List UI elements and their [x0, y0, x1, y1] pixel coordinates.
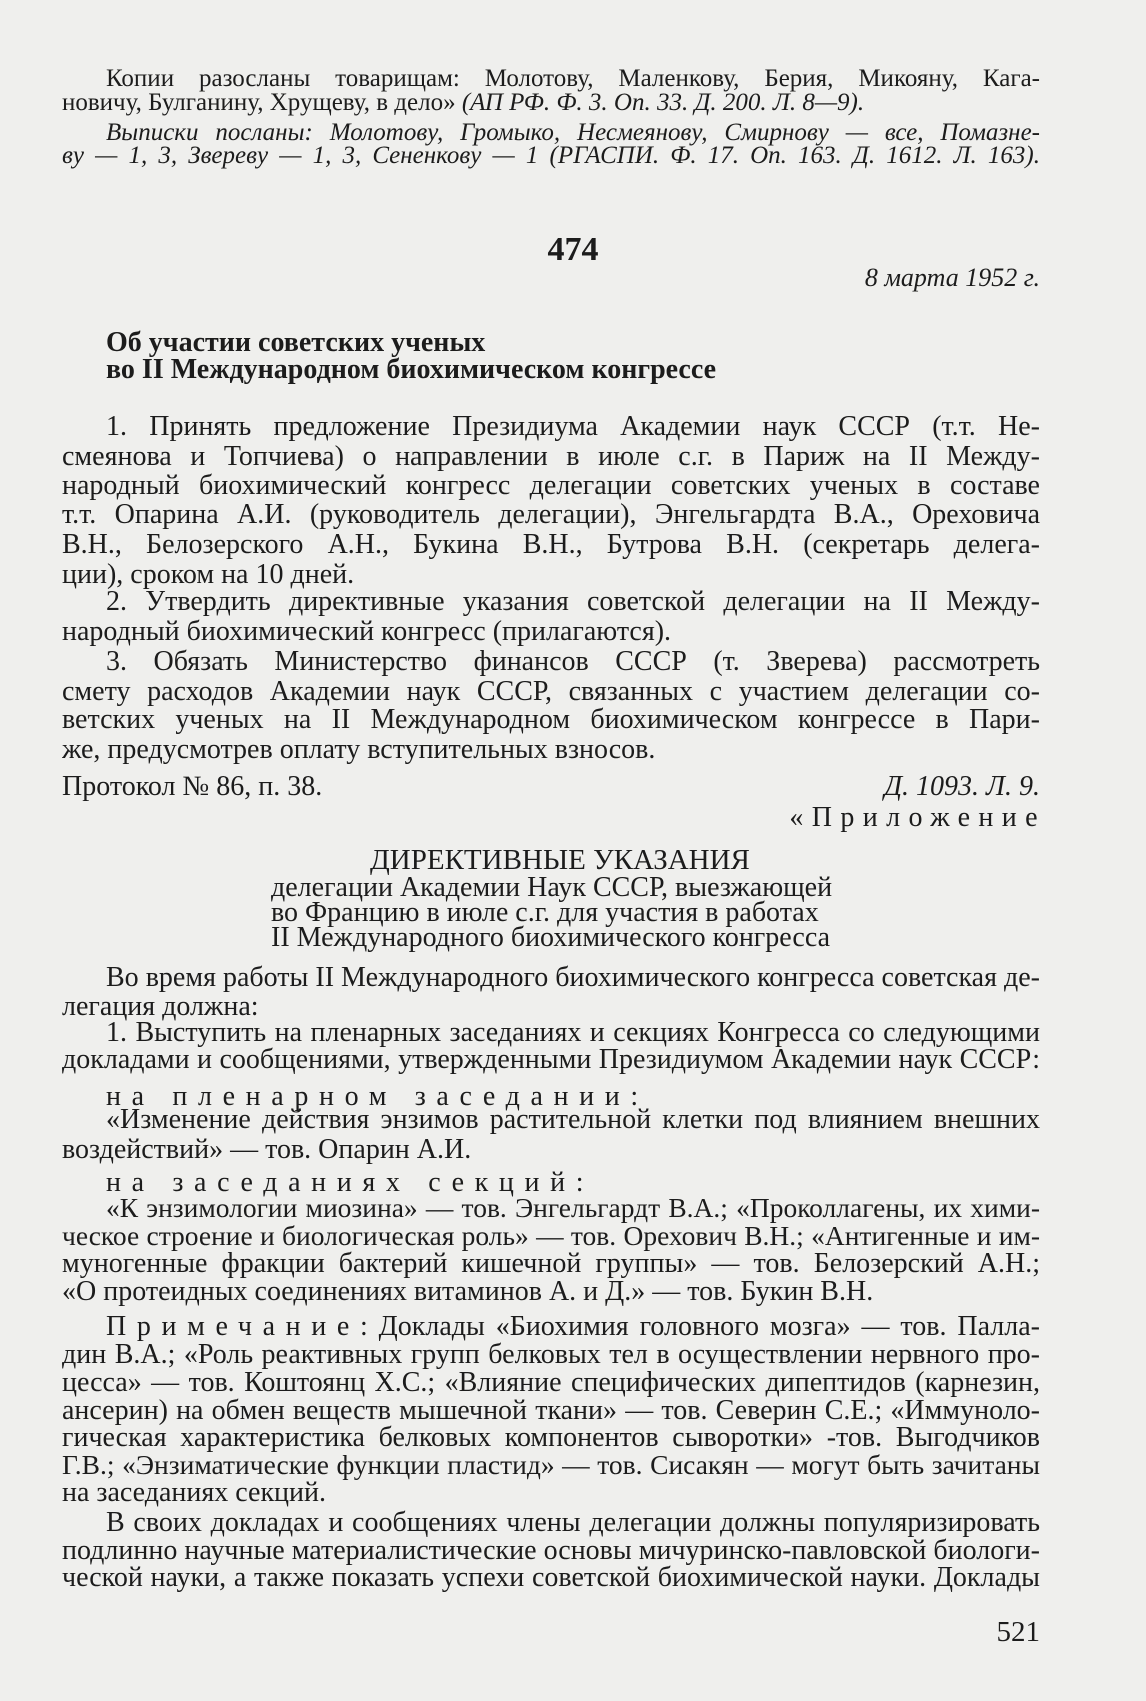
directive-line: докладами и сообщениями, утвержденными Президиумом Академии наук СССР:: [62, 1044, 1040, 1075]
directive-line: ческое строение и биологическая роль» — тов. Орехович В.Н.; «Антигенные и им-: [62, 1220, 1040, 1251]
directive-line: на пленарном заседании:: [106, 1081, 649, 1112]
extracts-line-2: ву — 1, 3, Звереву — 1, 3, Сененкову — 1 (РГАСПИ. Ф. 17. Оп. 163. Д. 1612. Л. 163).: [62, 142, 1040, 169]
directive-line: муногенные фракции бактерий кишечной группы» — тов. Белозерский А.Н.;: [62, 1248, 1040, 1279]
resolution-line: ции), сроком на 10 дней.: [62, 559, 355, 590]
note-line: [106, 1310, 1040, 1344]
directive-line: легация должна:: [62, 991, 259, 1022]
extracts-line-1: Выписки посланы: Молотову, Громыко, Несмеянову, Смирнову — все, Помазне-: [106, 119, 1040, 146]
directive-line: подлинно научные материалистические основы мичуринско-павловской биологи-: [62, 1535, 1040, 1566]
page-number: 521: [996, 1616, 1040, 1648]
directive-line: цесса» — тов. Коштоянц Х.С.; «Влияние специфических дипептидов (карнезин,: [62, 1367, 1040, 1398]
directive-subtitle-3: II Международного биохимического конгресса: [271, 922, 831, 953]
note-label: Примечание: [106, 1311, 360, 1342]
resolution-line: 3. Обязать Министерство финансов СССР (т. Зверева) рассмотреть: [106, 646, 1040, 677]
directive-line: Г.В.; «Энзиматические функции пластид» — тов. Сисакян — могут быть зачитаны: [62, 1449, 1040, 1480]
resolution-line: народный биохимический конгресс (прилагаются).: [62, 616, 672, 647]
copies-line-2: [62, 86, 1040, 120]
directive-line: воздействий» — тов. Опарин А.И.: [62, 1134, 472, 1165]
directive-line: на заседаниях секций:: [106, 1167, 595, 1198]
directive-line: на заседаниях секций.: [62, 1477, 327, 1508]
resolution-line: народный биохимический конгресс делегации советских ученых в составе: [62, 470, 1040, 501]
document-number: 474: [547, 231, 599, 268]
directive-line: Во время работы II Международного биохимического конгресса советская де-: [106, 962, 1040, 993]
directive-line: «О протеидных соединениях витаминов А. и Д.» — тов. Букин В.Н.: [62, 1276, 874, 1307]
resolution-line: т.т. Опарина А.И. (руководитель делегации), Энгельгардта В.А., Ореховича: [62, 499, 1040, 530]
title-line-1: Об участии советских ученых: [106, 327, 486, 358]
copies-archive-ref: (АП РФ. Ф. 3. Оп. 33. Д. 200. Л. 8—9).: [461, 89, 865, 116]
resolution-line: же, предусмотрев оплату вступительных взносов.: [62, 734, 656, 765]
directive-subtitle-1: делегации Академии Наук СССР, выезжающей: [271, 872, 833, 903]
resolution-line: 2. Утвердить директивные указания советской делегации на II Между-: [106, 586, 1040, 617]
document-date: 8 марта 1952 г.: [864, 263, 1040, 292]
resolution-line: смету расходов Академии наук СССР, связанных с участием делегации со-: [62, 676, 1040, 707]
resolution-line: 1. Принять предложение Президиума Академии наук СССР (т.т. Не-: [106, 411, 1040, 442]
protocol-reference: Протокол № 86, п. 38.: [62, 771, 323, 802]
archive-reference: Д. 1093. Л. 9.: [884, 771, 1040, 802]
directive-line: «Изменение действия энзимов растительной клетки под влиянием внешних: [106, 1104, 1040, 1135]
resolution-line: ветских ученых на II Международном биохимическом конгрессе в Пари-: [62, 704, 1040, 735]
title-line-2: во II Международном биохимическом конгрессе: [106, 354, 717, 385]
directive-title: ДИРЕКТИВНЫЕ УКАЗАНИЯ: [370, 844, 750, 876]
directive-line: дин В.А.; «Роль реактивных групп белковых тел в осуществлении нервного про-: [62, 1339, 1040, 1370]
resolution-line: смеянова и Топчиева) о направлении в июле с.г. в Париж на II Между-: [62, 441, 1040, 472]
directive-line: В своих докладах и сообщениях члены делегации должны популяризировать: [106, 1507, 1040, 1538]
copies-line-1: Копии разосланы товарищам: Молотову, Маленкову, Берия, Микояну, Кага-: [106, 65, 1040, 92]
directive-line: гическая характеристика белковых компонентов сыворотки» -тов. Выгодчиков: [62, 1422, 1040, 1453]
directive-line: ческой науки, а также показать успехи советской биохимической науки. Доклады: [62, 1562, 1040, 1593]
copies-recipients: новичу, Булганину, Хрущеву, в дело»: [62, 89, 456, 116]
directive-line: «К энзимологии миозина» — тов. Энгельгардт В.А.; «Проколлагены, их хими-: [106, 1192, 1040, 1223]
directive-line: 1. Выступить на пленарных заседаниях и секциях Конгресса со следующими: [106, 1017, 1040, 1048]
directive-line: ансерин) на обмен веществ мышечной ткани» — тов. Северин С.Е.; «Иммуноло-: [62, 1395, 1040, 1426]
resolution-line: В.Н., Белозерского А.Н., Букина В.Н., Бутрова В.Н. (секретарь делега-: [62, 529, 1040, 560]
note-text: : Доклады «Биохимия головного мозга» — тов. Палла-: [359, 1311, 1040, 1342]
appendix-label: «Приложение: [789, 802, 1046, 833]
directive-subtitle-2: во Францию в июле с.г. для участия в работах: [271, 897, 819, 928]
